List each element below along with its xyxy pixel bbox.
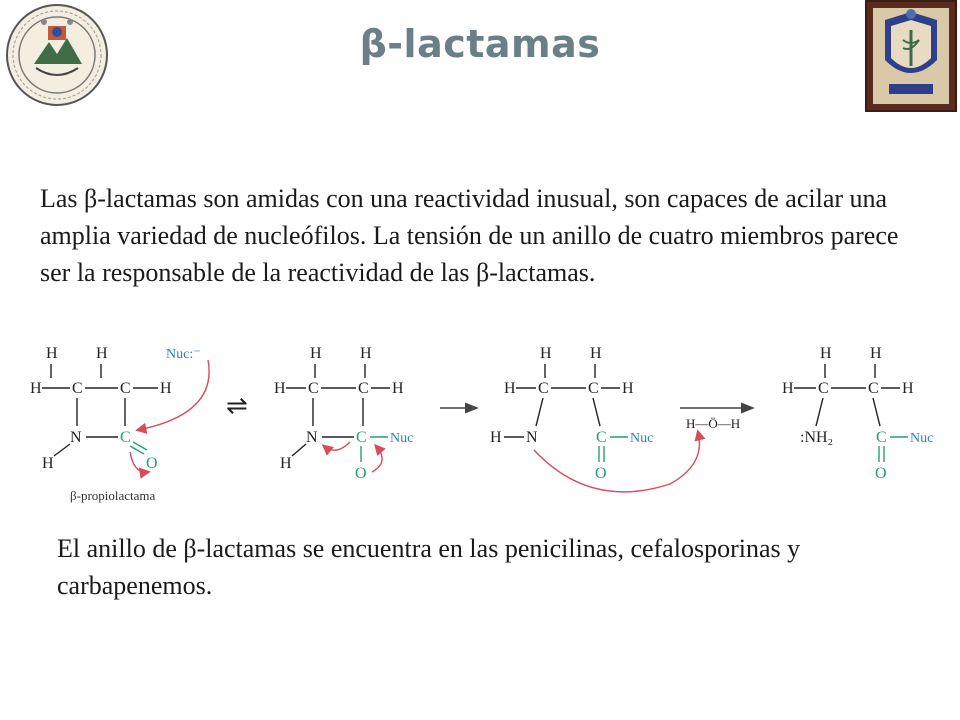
svg-text:N: N [526,429,538,446]
svg-text:H: H [274,380,286,397]
svg-text:C: C [120,429,131,446]
svg-text:N: N [306,429,318,446]
svg-text:C: C [72,380,83,397]
svg-text:C: C [120,380,131,397]
svg-text:O: O [875,465,887,482]
slide-title: β-lactamas [359,22,601,66]
svg-text:H: H [490,429,502,446]
svg-text:C: C [596,429,607,446]
svg-text:H—Ö—H: H—Ö—H [686,416,741,431]
svg-text:H: H [540,345,552,362]
svg-text:H: H [504,380,516,397]
svg-text:C: C [358,380,369,397]
svg-text::NH₂: :NH₂ [800,429,834,446]
svg-text:H: H [820,345,832,362]
reaction-scheme [30,334,950,514]
intro-paragraph: Las β-lactamas son amidas con una reactividad inusual, son capaces de acilar una amplia variedad de nucleófilos. La tensión de un anillo de cuatro miembros parece ser la responsable de la reactividad de las β-lactamas. [40,184,899,287]
svg-text:C: C [818,380,829,397]
svg-text:C: C [876,429,887,446]
svg-text:C: C [356,429,367,446]
ring-opened-structure [490,345,699,492]
svg-text:Nuc: Nuc [910,431,934,446]
svg-text:Nuc: Nuc [390,431,414,446]
faculty-crest-logo [865,0,957,112]
svg-text:H: H [42,455,54,472]
svg-text:H: H [160,380,172,397]
closing-paragraph: El anillo de β-lactamas se encuentra en las penicilinas, cefalosporinas y carbapenemos. [57,534,801,600]
svg-text:H: H [310,345,322,362]
svg-text:O: O [355,465,367,482]
svg-text:H: H [46,345,58,362]
beta-propiolactam-structure [30,345,209,503]
svg-text:H: H [360,345,372,362]
svg-text:H: H [622,380,634,397]
water-arrow [680,408,752,431]
svg-text:H: H [902,380,914,397]
svg-text:H: H [392,380,404,397]
svg-text:Nuc:⁻: Nuc:⁻ [166,347,201,362]
svg-text:O: O [595,465,607,482]
svg-text:C: C [588,380,599,397]
svg-text:H: H [96,345,108,362]
svg-text:β-propiolactama: β-propiolactama [70,488,156,503]
svg-text:H: H [870,345,882,362]
svg-text:C: C [868,380,879,397]
svg-text:C: C [308,380,319,397]
svg-text:H: H [782,380,794,397]
product-structure [782,345,933,482]
svg-text:Nuc: Nuc [630,431,654,446]
svg-text:C: C [538,380,549,397]
svg-text:H: H [280,455,292,472]
equilibrium-arrow: ⇌ [226,391,248,420]
svg-text:N: N [70,429,82,446]
svg-text:O: O [146,455,158,472]
svg-text:H: H [30,380,42,397]
tetrahedral-intermediate-structure [274,345,413,482]
svg-text:H: H [590,345,602,362]
